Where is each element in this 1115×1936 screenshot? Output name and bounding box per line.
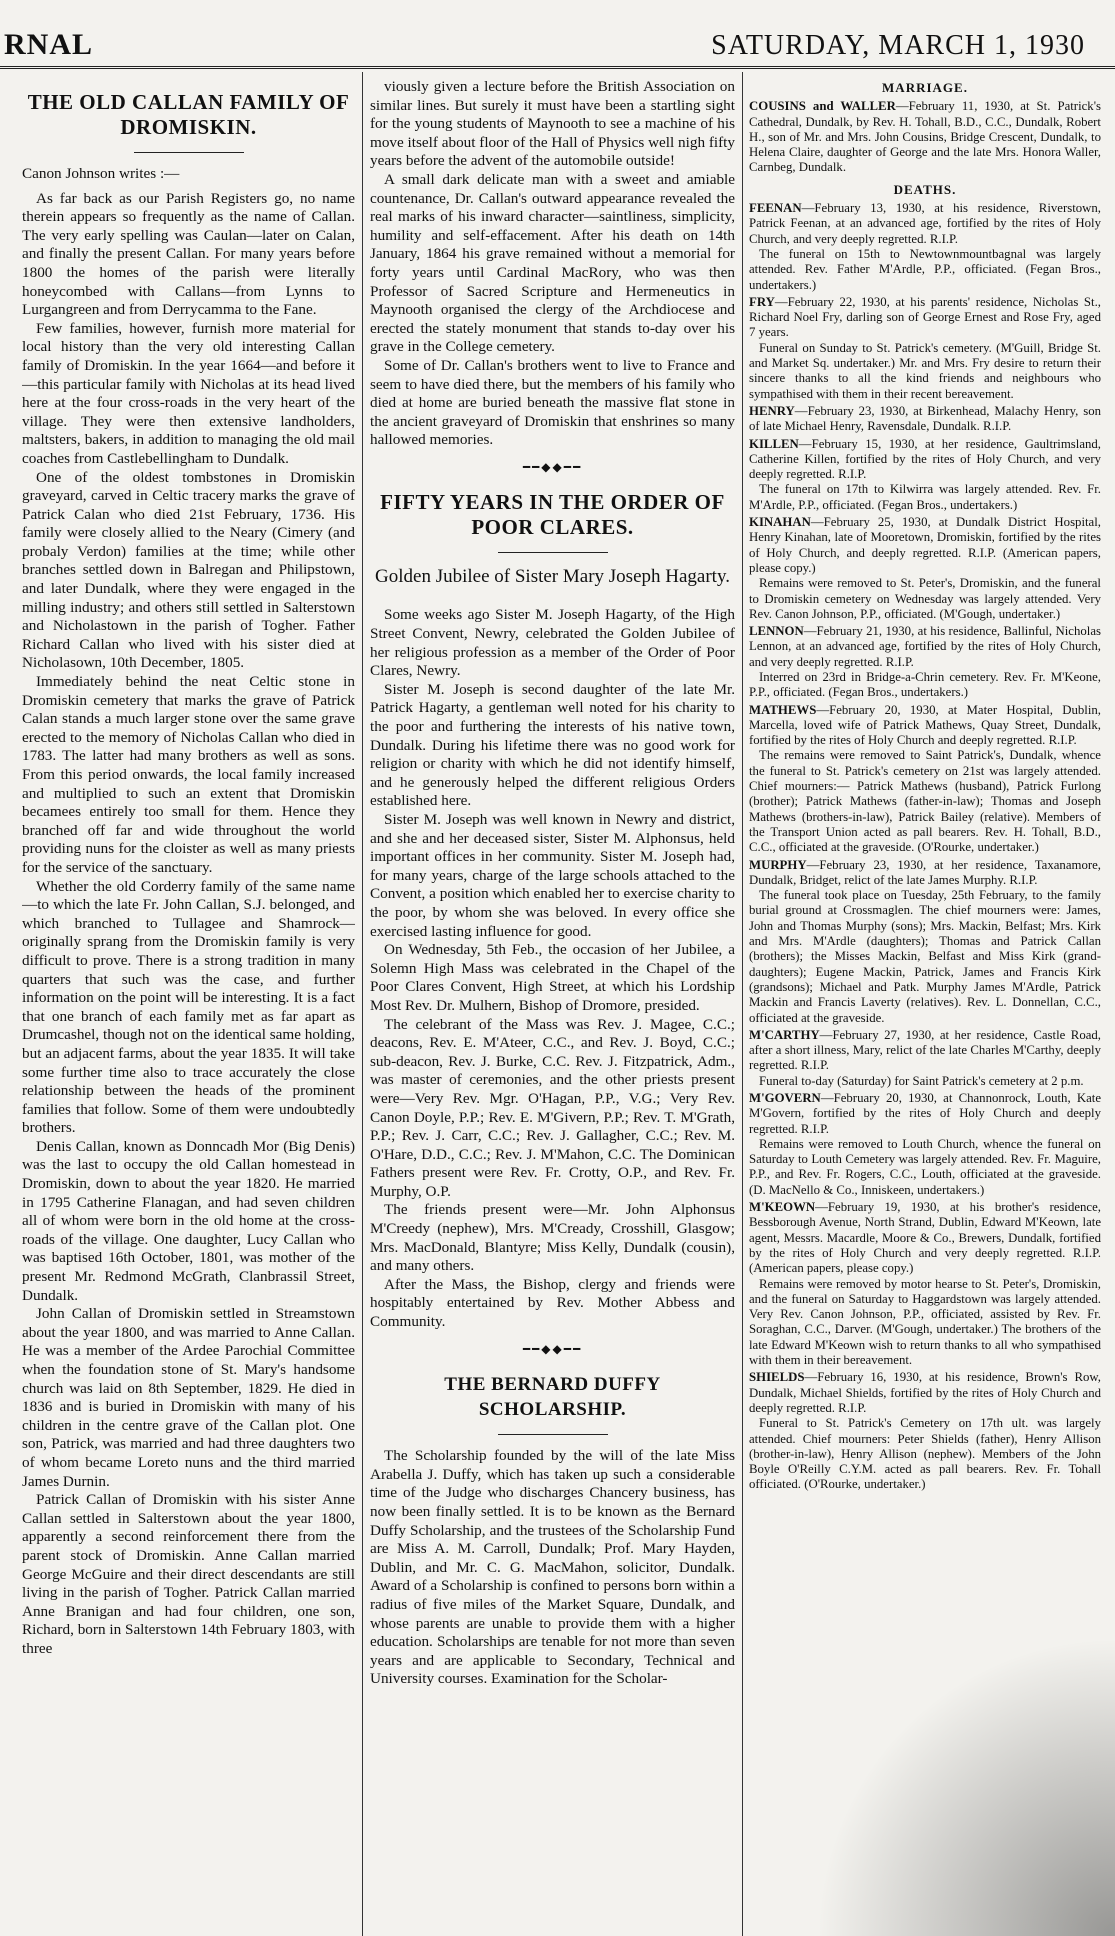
notice-extra: The funeral took place on Tuesday, 25th February, to the family burial ground at Crossmaglen. The chief mourners were: James, John and Thomas Murphy (sons); Mrs. Mackin, Belfast; Mrs. Kirk and Mrs. M'Ardle (daughters); Thomas and Patrick Callan (brothers); the Misses Mackin, Belfast and Miss Kirk (grand-daughters); Eugene Mackin, Patrick, James and Francis Kirk (grandsons); Michael and Patk. Murphy James M'Ardle, Patrick Mackin and Francis Laverty (relatives). Rev. L. Donnellan, C.C., officiated at the graveside. (749, 888, 1101, 1025)
notice-name: HENRY (749, 403, 795, 418)
masthead (0, 0, 1115, 69)
notice-name: M'KEOWN (749, 1200, 816, 1215)
notice-item (749, 624, 1101, 700)
notice-name: LENNON (749, 624, 804, 639)
paragraph: As far back as our Parish Registers go, no name therein appears so frequently as the name of Callan. The very early spelling was Caulan—later on Calan, and finally the present Callan. For many years before 1800 the homes of the parish were literally honeycombed with Callans—from Lynns to Lurgangreen and from Derrycamma to the Fane. (22, 189, 355, 319)
notice-text: —February 16, 1930, at his residence, Brown's Row, Dundalk, Michael Shields, fortified by the rites of Holy Church and deeply regretted. R.I.P. (749, 1370, 1101, 1415)
column-rule (362, 72, 363, 1936)
notice-item (749, 1028, 1101, 1089)
paragraph: John Callan of Dromiskin settled in Streamstown about the year 1800, and was married to Anne Callan. He was a member of the Ardee Parochial Committee when the foundation stone of St. Mary's handsome church was laid on 8th September, 1829. He died in 1836 and is buried in Dromiskin with many of his children in the centre grave of the Callan plot. One son, Patrick, was married and had three daughters two of whom became Loreto nuns and the third married James Durnin. (22, 1305, 355, 1490)
paragraph: Whether the old Corderry family of the same name—to which the late Fr. John Callan, S.J. belonged, and which branched to Tullagee and Shamrock—originally sprang from the Dromiskin family is very difficult to prove. There is a strong tradition in many quarters that such was the case, and further information on the point will be interesting. It is a fact that one branch of each family met as far apart as Drumcashel, though not on the identical same holding, but an adjacent farms, about the year 1835. It will take some further time also to trace accurately the close relationship between the heads of the prominent families that follow. Some of them were undoubtedly brothers. (22, 877, 355, 1137)
notice-extra: Funeral to-day (Saturday) for Saint Patrick's cemetery at 2 p.m. (759, 1073, 1084, 1088)
notice-item (749, 1091, 1101, 1198)
notice-text: —February 25, 1930, at Dundalk District Hospital, Henry Kinahan, late of Mooretown, Dromiskin, fortified by the rites of Holy Church, and deeply regretted. R.I.P. (American papers, please copy.) (749, 515, 1101, 575)
article-byline: Canon Johnson writes :— (22, 165, 180, 182)
notice-name: SHIELDS (749, 1370, 805, 1385)
divider (498, 552, 608, 553)
notice-item (749, 1200, 1101, 1368)
paragraph: Sister M. Joseph was well known in Newry and district, and she and her deceased sister, Sister M. Alphonsus, held important offices in her community. Sister M. Joseph had, for many years, charge of the large schools attached to the Convent, a position which enabled her to exercise charity to the poor, by whom she was beloved. In every office she exercised lasting influence for good. (370, 811, 735, 940)
notice-item (749, 515, 1101, 622)
article-continuation (370, 78, 735, 450)
notice-item (749, 437, 1101, 513)
notice-text: —February 13, 1930, at his residence, Riverstown, Patrick Feenan, at an advanced age, fortified by the rites of Holy Church, and very deeply regretted. R.I.P. (749, 201, 1101, 246)
notice-name: FEENAN (749, 201, 802, 216)
notice-item (749, 295, 1101, 402)
notice-extra: The funeral on 17th to Kilwirra was largely attended. Rev. Fr. M'Ardle, P.P., officiated. (Fegan Bros., undertakers.) (749, 482, 1101, 512)
notice-extra: Funeral to St. Patrick's Cemetery on 17th ult. was largely attended. Chief mourners: Peter Shields (father), Henry Allison (brother-in-law), Henry Allison (nephew). Members of the John Boyle O'Reilly C.Y.M. acted as pall bearers. Rev. Fr. Tohall officiated. (O'Rourke, undertaker.) (749, 1416, 1101, 1492)
paragraph: The celebrant of the Mass was Rev. J. Magee, C.C.; deacons, Rev. E. M'Ateer, C.C., and Rev. J. Boyd, C.C.; sub-deacon, Rev. J. Burke, C.C. Rev. J. Fitzpatrick, Adm., was master of ceremonies, and the other priests present were—Very Rev. Mgr. O'Hagan, P.P., V.G.; Very Rev. Canon Doyle, P.P.; Rev. E. M'Givern, P.P.; Rev. T. M'Grath, P.P.; Rev. J. Carr, C.C.; Rev. J. Gallagher, C.C.; Rev. M. O'Hare, D.D., C.C.; Rev. J. M'Mahon, C.C. The Dominican Fathers present were Rev. Fr. Crotty, O.P., and Rev. Fr. Murphy, O.P. (370, 1015, 735, 1200)
marriage-section-title: MARRIAGE. (882, 80, 968, 95)
notice-extra: Interred on 23rd in Bridge-a-Chrin cemetery. Rev. Fr. M'Keone, P.P., officiated. (Fegan Bros., undertakers.) (749, 669, 1101, 700)
paragraph: The friends present were—Mr. John Alphonsus M'Creedy (nephew), Mrs. M'Cready, Crosshill, Glasgow; Mrs. MacDonald, Blantyre; Miss Kelly, Dundalk (cousin), and many others. (370, 1201, 735, 1275)
divider (498, 1434, 608, 1435)
paragraph: Sister M. Joseph is second daughter of the late Mr. Patrick Hagarty, a gentleman well noted for his charity to the poor and furthering the interests of his native town, Dundalk. During his lifetime there was no good work for religion or charity with which he did not identify himself, and he generously helped the different religious Orders established here. (370, 680, 735, 810)
column-1 (22, 78, 355, 1936)
paragraph: One of the oldest tombstones in Dromiskin graveyard, carved in Celtic tracery marks the grave of Patrick Calan who died 21st February, 1736. His family were closely allied to the Neary (Cimery (and probaly Verdon) families at the time; while other branches settled down in Balregan and Philipstown, and later Dundalk, where they were engaged in the milling industry; and others still settled in Salterstown and Nicholastown in the parish of Togher. Father Richard Callan who lived with his sister died at Nicholasown, 10th December, 1805. (22, 468, 355, 672)
column-rule (742, 72, 743, 1936)
article-body (22, 190, 355, 1659)
column-2 (370, 78, 735, 1936)
notice-item (749, 201, 1101, 293)
paragraph: Denis Callan, known as Donncadh Mor (Big Denis) was the last to occupy the old Callan homestead in Dromiskin, down to about the year 1820. He married in 1795 Catherine Flanagan, and had seven children all of whom were born in the old home at the cross-roads of the village. One daughter, Lucy Callan who was baptised 16th October, 1801, was mother of the present Mr. Redmond McGrath, Clanbrassil Street, Dundalk. (22, 1137, 355, 1304)
masthead-date: SATURDAY, MARCH 1, 1930 (711, 30, 1085, 61)
notice-text: —February 22, 1930, at his parents' residence, Nicholas St., Richard Noel Fry, darling son of George Ernest and Rose Fry, aged 7 years. (749, 294, 1101, 340)
notice-text: —February 20, 1930, at Mater Hospital, Dublin, Marcella, loved wife of Patrick Mathews, Quay Street, Dundalk, fortified by the rites of Holy Church and deeply regretted. R.I.P. (749, 702, 1101, 748)
notice-text: —February 21, 1930, at his residence, Ballinful, Nicholas Lennon, at an advanced age, fortified by the rites of Holy Church, and very deeply regretted. R.I.P. (749, 624, 1101, 669)
marriage-notices (749, 99, 1101, 175)
divider (134, 152, 244, 153)
notice-extra: Remains were removed to Louth Church, whence the funeral on Saturday to Louth Cemetery was largely attended. Rev. Fr. Maguire, P.P., and Rev. Fr. Rogers, C.C., Louth, officiated at the graveside. (D. MacNello & Co., Inniskeen, undertakers.) (749, 1136, 1101, 1197)
paragraph: Few families, however, furnish more material for local history than the very old interesting Callan family of Dromiskin. In the year 1664—and before it—this particular family with Nicholas at its head lived here at the four cross-roads in the very heart of the village. They were then extensive landholders, maltsters, bakers, in addition to managing the old mail coaches from Castlebellingham to Dundalk. (22, 319, 355, 467)
notice-name: KILLEN (749, 436, 799, 451)
notice-extra: Remains were removed by motor hearse to St. Peter's, Dromiskin, and the funeral on Saturday to Haggardstown was largely attended. Very Rev. Canon Johnson, P.P., officiated, assisted by Rev. Fr. Soraghan, C.C., Darver. (M'Gough, undertaker.) The brothers of the late Edward M'Keown wish to return thanks to all who sympathised with them in their bereavement. (749, 1276, 1101, 1368)
deaths-section-title: DEATHS. (893, 181, 957, 197)
masthead-title: RNAL (4, 28, 94, 61)
notice-name: COUSINS and WALLER (749, 99, 896, 114)
notice-item (749, 404, 1101, 435)
paragraph: A small dark delicate man with a sweet and amiable countenance, Dr. Callan's outward appearance revealed the real marks of his inward character—saintliness, simplicity, humility and self-effacement. After his death on 14th January, 1864 his grave remained without a memorial for forty years until Cardinal MacRory, who was then Professor of Sacred Scripture and Hermeneutics in Maynooth organised the clergy of the Archdiocese and erected the stately monument that stands to-day over his grave in the College cemetery. (370, 170, 735, 356)
article-headline: THE BERNARD DUFFY SCHOLARSHIP. (444, 1374, 661, 1421)
notice-text: —February 11, 1930, at St. Patrick's Cathedral, Dundalk, by Rev. H. Tohall, B.D., C.C., Dundalk, Robert H., son of Mr. and Mrs. John Cousins, Bridge Crescent, Dundalk, to Helena Claire, daughter of George and the late Mrs. Honora Waller, Carnbeg, Dundalk. (749, 99, 1101, 175)
notice-item (749, 703, 1101, 856)
ornament-divider: ━━◆◆━━ (522, 459, 583, 474)
article-body (370, 606, 735, 1331)
paragraph: Some of Dr. Callan's brothers went to live to France and seem to have died there, but the members of his family who died at home are buried beneath the massive flat stone in the ancient graveyard of Dromiskin that enshrines so many hallowed memories. (370, 356, 735, 449)
article-body (370, 1447, 735, 1689)
notice-text: —February 20, 1930, at Channonrock, Louth, Kate M'Govern, fortified by the rites of Holy Church and deeply regretted. R.I.P. (749, 1091, 1101, 1136)
notice-text: —February 23, 1930, at Birkenhead, Malachy Henry, son of late Michael Henry, Ravensdale, Dundalk. R.I.P. (749, 403, 1101, 434)
article-subhead: Golden Jubilee of Sister Mary Joseph Hagarty. (375, 566, 730, 588)
notice-item (749, 99, 1101, 175)
notice-text: —February 23, 1930, at her residence, Taxanamore, Dundalk, Bridget, relict of the late James Murphy. R.I.P. (749, 857, 1101, 887)
notice-extra: Remains were removed to St. Peter's, Dromiskin, and the funeral to Dromiskin cemetery on Wednesday was largely attended. Very Rev. Canon Johnson, P.P., officiated. (M'Gough, undertaker.) (749, 576, 1101, 621)
paragraph: Immediately behind the neat Celtic stone in Dromiskin cemetery that marks the grave of Patrick Calan stands a much larger stone over the same grave erected to the memory of Nicholas Callan who died in 1783. The latter had many brothers as well as sons. From this period onwards, the local family increased and multiplied to such an extent that Dromiskin becamees entirely too small for them. Hence they branched off far and wide throughout the world providing nuns for the cloister as well as many priests for the service of the sanctuary. (22, 673, 355, 876)
notice-extra: The remains were removed to Saint Patrick's, Dundalk, whence the funeral to St. Patrick's cemetery on 21st was largely attended. Chief mourners:— Patrick Mathews (husband), Patrick Furlong (brother); Patrick Mathews (father-in-law); Thomas and Joseph Mathews (brothers-in-law), Patrick Bailey (relative). Members of the Transport Union acted as pall bearers. Rev. H. Tohall, B.D., C.C., officiated at the graveside. (O'Rourke, undertaker.) (749, 748, 1101, 855)
paragraph: Patrick Callan of Dromiskin with his sister Anne Callan settled in Salterstown about the year 1800, apparently a second reinforcement there from the parent stock of Dromiskin. Anne Callan married George McGuire and their direct descendants are still living in the parish of Togher. Patrick Callan married Anne Branigan and had four children, one son, Richard, born in Salterstown 14th February 1803, with three (22, 1491, 355, 1657)
notice-name: M'GOVERN (749, 1091, 821, 1105)
article-headline: THE OLD CALLAN FAMILY OF DROMISKIN. (27, 90, 350, 139)
paragraph: On Wednesday, 5th Feb., the occasion of her Jubilee, a Solemn High Mass was celebrated in the Chapel of the Poor Clares Convent, High Street, at which his Lordship Most Rev. Dr. Mulhern, Bishop of Dromore, presided. (370, 941, 735, 1014)
notice-name: MATHEWS (749, 702, 817, 717)
notice-name: MURPHY (749, 857, 807, 872)
notice-text: —February 19, 1930, at his brother's residence, Bessborough Avenue, North Strand, Dublin, Edward M'Keown, late agent, Messrs. Macardle, Moore & Co., Brewers, Dundalk, fortified by the rites of Holy Church and very deeply regretted. R.I.P. (American papers, please copy.) (749, 1200, 1101, 1276)
notice-item (749, 858, 1101, 1026)
death-notices (749, 201, 1101, 1493)
notice-text: —February 27, 1930, at her residence, Castle Road, after a short illness, Mary, relict of the late Charles M'Carthy, deeply regretted. R.I.P. (749, 1027, 1101, 1073)
column-3 (749, 78, 1101, 1936)
notice-extra: Funeral on Sunday to St. Patrick's cemetery. (M'Guill, Bridge St. and Market Sq. undertaker.) Mr. and Mrs. Fry desire to return their sincere thanks to all the kind friends and neighbours who sympathised with them in their recent bereavement. (749, 340, 1101, 401)
paragraph: viously given a lecture before the British Association on similar lines. But surely it must have been a startling sight for the young students of Maynooth to see a machine of his move itself about floor of the Hall of Physics well nigh fifty years before the advent of the automobile outside! (370, 78, 735, 170)
notice-item (749, 1370, 1101, 1492)
paragraph: After the Mass, the Bishop, clergy and friends were hospitably entertained by Rev. Mother Abbess and Community. (370, 1275, 735, 1331)
ornament-divider: ━━◆◆━━ (522, 1341, 583, 1356)
notice-name: FRY (749, 294, 775, 309)
article-headline: FIFTY YEARS IN THE ORDER OF POOR CLARES. (380, 490, 725, 540)
notice-name: KINAHAN (749, 515, 811, 530)
paragraph: The Scholarship founded by the will of the late Miss Arabella J. Duffy, which has taken up such a considerable time of the Judge who discharges Chancery business, has now been finally settled. It is to be known as the Bernard Duffy Scholarship, and the trustees of the Scholarship Fund are Miss A. M. Carroll, Dundalk; Prof. Mary Hayden, Dublin, and Mr. C. G. MacMahon, solicitor, Dundalk. Award of a Scholarship is confined to persons born within a radius of five miles of the Market Square, Dundalk, and whose parents are unable to provide them with a higher education. Scholarships are tenable for not more than seven years and are applicable to Secondary, Technical and University courses. Examination for the Scholar- (370, 1447, 735, 1688)
notice-extra: The funeral on 15th to Newtownmountbagnal was largely attended. Rev. Father M'Ardle, P.P., officiated. (Fegan Bros., undertakers.) (749, 246, 1101, 292)
notice-name: M'CARTHY (749, 1027, 820, 1042)
paragraph: Some weeks ago Sister M. Joseph Hagarty, of the High Street Convent, Newry, celebrated the Golden Jubilee of her religious profession as a member of the Order of Poor Clares, Newry. (370, 606, 735, 680)
notice-text: —February 15, 1930, at her residence, Gaultrimsland, Catherine Killen, fortified by the rites of Holy Church, and very deeply regretted. R.I.P. (749, 436, 1101, 482)
